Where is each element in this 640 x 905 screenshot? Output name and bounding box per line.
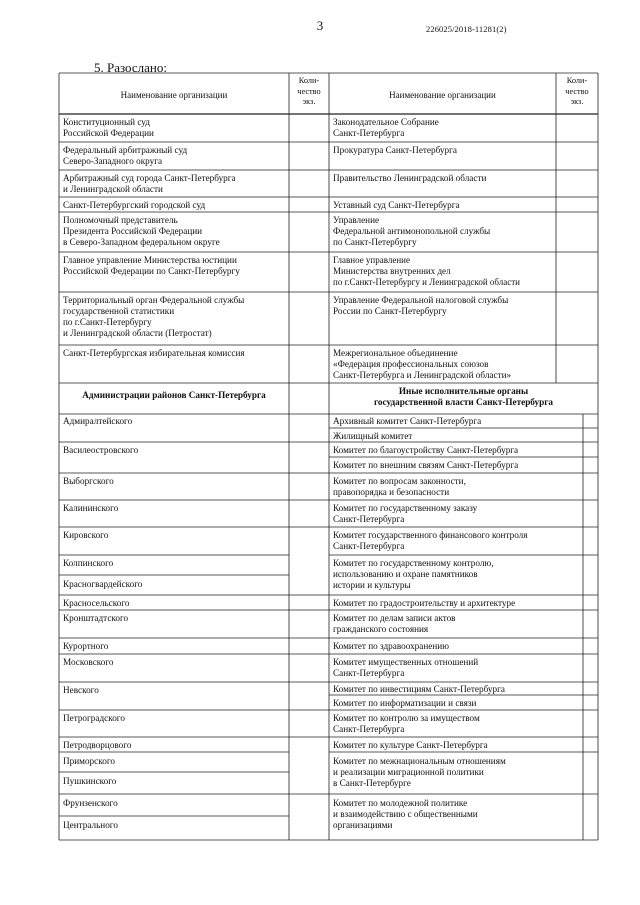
committee-item: Комитет по вопросам законности, правопорядка и безопасности [333, 476, 466, 497]
recipient-right: Главное управление Министерства внутренних дел по г.Санкт-Петербургу и Ленинградской области [333, 255, 520, 287]
recipient-right: Уставный суд Санкт-Петербурга [333, 200, 460, 210]
committee-item: Жилищный комитет [333, 431, 413, 441]
committee-item: Комитет по культуре Санкт-Петербурга [333, 740, 488, 750]
district-item: Петроградского [63, 713, 125, 723]
district-item: Выборгского [63, 476, 114, 486]
recipient-left: Территориальный орган Федеральной службы государственной статистики по г.Санкт-Петербургу и Ленинградской области (Петростат) [63, 295, 245, 338]
committee-item: Комитет по информатизации и связи [333, 698, 477, 708]
recipient-left: Полномочный представитель Президента Российской Федерации в Северо-Западном федеральном округе [63, 215, 220, 247]
recipient-left: Арбитражный суд города Санкт-Петербурга и Ленинградской области [63, 173, 236, 194]
recipient-right: Прокуратура Санкт-Петербурга [333, 145, 457, 155]
recipient-left: Главное управление Министерства юстиции Российской Федерации по Санкт-Петербургу [63, 255, 240, 276]
district-item: Петродворцового [63, 740, 132, 750]
header-org-name: Наименование организации [120, 90, 228, 100]
committee-item: Комитет по делам записи актов гражданского состояния [333, 613, 456, 634]
recipient-left: Санкт-Петербургский городской суд [63, 200, 206, 210]
committee-item: Комитет государственного финансового контроля Санкт-Петербурга [333, 530, 528, 551]
section-title: 5. Разослано: [94, 60, 167, 75]
committee-item: Архивный комитет Санкт-Петербурга [333, 416, 482, 426]
district-item: Курортного [63, 641, 109, 651]
committee-item: Комитет по здравоохранению [333, 641, 450, 651]
district-item: Кронштадтского [63, 613, 129, 623]
committee-item: Комитет по государственному контролю, использованию и охране памятников истории и культуры [333, 558, 494, 590]
recipient-right: Управление Федеральной налоговой службы России по Санкт-Петербургу [333, 295, 509, 316]
committee-item: Комитет по инвестициям Санкт-Петербурга [333, 684, 505, 694]
district-item: Кировского [63, 530, 109, 540]
committee-item: Комитет по градостроительству и архитектуре [333, 598, 516, 608]
recipient-left: Конституционный суд Российской Федерации [63, 117, 154, 138]
district-item: Колпинского [63, 558, 114, 568]
district-item: Приморского [63, 756, 115, 766]
recipient-left: Санкт-Петербургская избирательная комиссия [63, 348, 245, 358]
district-item: Красногвардейского [63, 579, 143, 589]
header-quantity-right: Коли- чество экз. [565, 76, 589, 106]
recipient-left: Федеральный арбитражный суд Северо-Западного округа [63, 145, 188, 166]
district-item: Невского [63, 685, 99, 695]
recipient-right: Управление Федеральной антимонопольной службы по Санкт-Петербургу [333, 215, 491, 247]
header-quantity: Коли- чество экз. [297, 76, 321, 106]
recipient-right: Правительство Ленинградской области [333, 173, 487, 183]
committee-item: Комитет имущественных отношений Санкт-Петербурга [333, 657, 479, 678]
districts-header: Администрации районов Санкт-Петербурга [82, 390, 266, 400]
page-number: 3 [316, 18, 324, 33]
district-item: Фрунзенского [63, 798, 118, 808]
recipient-right: Межрегиональное объединение «Федерация профессиональных союзов Санкт-Петербурга и Ленинградской области» [333, 348, 512, 380]
district-item: Красносельского [63, 598, 130, 608]
district-item: Василеостровского [63, 445, 139, 455]
district-item: Пушкинского [63, 776, 117, 786]
committee-item: Комитет по внешним связям Санкт-Петербурга [333, 460, 519, 470]
header-org-name-right: Наименование организации [389, 90, 496, 100]
committee-item: Комитет по межнациональным отношениям и реализации миграционной политики в Санкт-Петербурге [333, 756, 506, 788]
district-item: Адмиралтейского [63, 416, 133, 426]
committee-item: Комитет по контролю за имуществом Санкт-Петербурга [333, 713, 480, 734]
document-number: 226025/2018-11281(2) [426, 24, 507, 34]
committees-header: Иные исполнительные органы государственной власти Санкт-Петербурга [373, 386, 554, 407]
recipient-right: Законодательное Собрание Санкт-Петербурга [333, 117, 439, 138]
committee-item: Комитет по молодежной политике и взаимодействию с общественными организациями [333, 798, 478, 830]
committee-item: Комитет по благоустройству Санкт-Петербурга [333, 445, 519, 455]
district-item: Калининского [63, 503, 119, 513]
committee-item: Комитет по государственному заказу Санкт-Петербурга [333, 503, 478, 524]
district-item: Центрального [63, 820, 118, 830]
district-item: Московского [63, 657, 114, 667]
